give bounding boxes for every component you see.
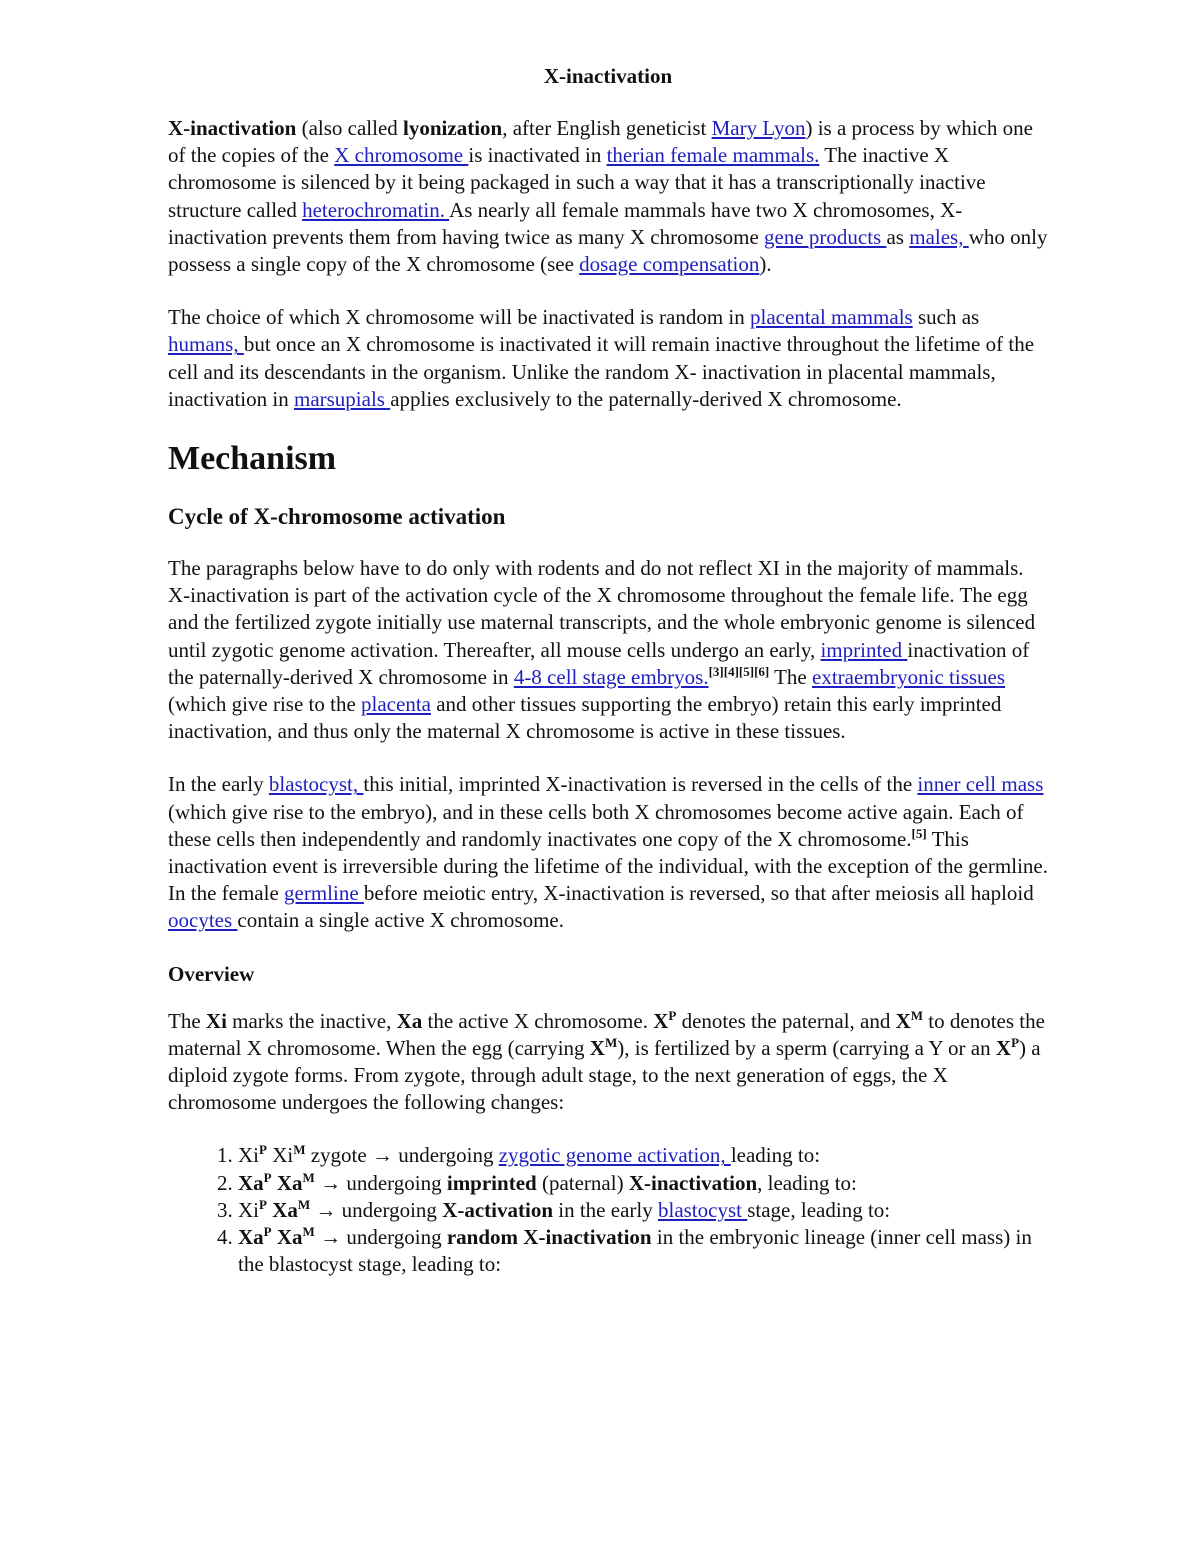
- superscript: P: [259, 1196, 267, 1212]
- link-zygotic-genome-activation[interactable]: zygotic genome activation,: [498, 1143, 731, 1168]
- mechanism-paragraph-1: [168, 555, 1048, 745]
- term-xa: Xa: [396, 1008, 423, 1033]
- page-title: X-inactivation: [543, 64, 673, 88]
- text: , after English geneticist: [502, 116, 712, 140]
- text: (also called: [296, 116, 404, 140]
- text: Xi: [238, 1197, 259, 1222]
- text: Xa: [266, 1197, 298, 1222]
- text: (which give rise to the: [168, 692, 362, 717]
- text: → undergoing: [310, 1197, 443, 1222]
- list-item: [238, 1224, 1048, 1278]
- list-item: [238, 1197, 1048, 1224]
- link-heterochromatin[interactable]: heterochromatin.: [302, 197, 450, 222]
- superscript: P: [668, 1007, 677, 1023]
- link-mary-lyon[interactable]: Mary Lyon: [711, 116, 806, 140]
- text: who only possess a single copy of the X chromosome (see: [168, 224, 1048, 277]
- term-lyonization: lyonization: [403, 116, 503, 140]
- link-x-chromosome[interactable]: X chromosome: [334, 143, 469, 168]
- text: ).: [759, 252, 772, 277]
- superscript: M: [910, 1007, 924, 1023]
- text: , leading to:: [757, 1170, 857, 1195]
- superscript: P: [259, 1142, 267, 1158]
- text: This inactivation event is irreversible during the lifetime of the individual, with the exception of the germline. In the female: [168, 826, 1048, 906]
- text: ), is fertilized by a sperm (carrying a Y or an: [617, 1035, 996, 1060]
- list-item: [238, 1142, 1048, 1169]
- link-inner-cell-mass[interactable]: inner cell mass: [917, 772, 1044, 797]
- superscript: M: [604, 1034, 618, 1050]
- link-blastocyst-stage[interactable]: blastocyst: [657, 1197, 748, 1222]
- text: Xa: [238, 1170, 264, 1195]
- text: The: [769, 664, 813, 689]
- term: imprinted: [446, 1170, 537, 1195]
- text: Xa: [271, 1225, 303, 1250]
- superscript: M: [297, 1196, 311, 1212]
- term: [238, 1225, 315, 1249]
- text: the active X chromosome.: [422, 1008, 654, 1033]
- text: zygote → undergoing: [305, 1143, 499, 1168]
- text: in the embryonic lineage (inner cell mass) in the blastocyst stage, leading to:: [238, 1225, 1032, 1277]
- heading-cycle-of-activation: Cycle of X-chromosome activation: [168, 504, 506, 530]
- citation-3-4-5-6[interactable]: [3][4][5][6]: [708, 663, 770, 679]
- link-oocytes[interactable]: oocytes: [168, 908, 238, 933]
- text: this initial, imprinted X-inactivation is reversed in the cells of the: [363, 772, 918, 797]
- link-therian-female-mammals[interactable]: therian female mammals.: [606, 143, 820, 168]
- link-dosage-compensation[interactable]: dosage compensation: [579, 252, 760, 277]
- link-gene-products[interactable]: gene products: [764, 224, 887, 249]
- text: as: [886, 224, 910, 249]
- text: In the early: [168, 772, 269, 797]
- term-xm: [896, 1009, 923, 1033]
- superscript: P: [263, 1224, 272, 1240]
- text: → undergoing: [314, 1225, 447, 1250]
- link-4-8-cell-stage-embryos[interactable]: 4-8 cell stage embryos.: [513, 664, 709, 689]
- text: Xa: [271, 1170, 303, 1195]
- citation-5[interactable]: [5]: [911, 825, 927, 841]
- document-page: [168, 62, 1048, 1279]
- link-placental-mammals[interactable]: placental mammals: [750, 305, 913, 330]
- heading-overview: Overview: [168, 961, 255, 986]
- text: (which give rise to the embryo), and in these cells both X chromosomes become active again. Each of these cells then independently and randomly inactivates one copy of the X chromosome.: [168, 799, 1024, 851]
- link-humans[interactable]: humans,: [168, 332, 244, 357]
- term-xp: [653, 1009, 676, 1033]
- text: The choice of which X chromosome will be inactivated is random in: [168, 305, 751, 330]
- text: is inactivated in: [468, 143, 607, 168]
- text: (paternal): [536, 1170, 629, 1195]
- text: denotes the paternal, and: [676, 1008, 896, 1033]
- link-imprinted[interactable]: imprinted: [820, 637, 908, 662]
- text: and other tissues supporting the embryo) retain this early imprinted inactivation, and thus only the maternal X chromosome is active in these tissues.: [168, 692, 1002, 744]
- link-marsupials[interactable]: marsupials: [293, 386, 391, 411]
- term: random X-inactivation: [446, 1225, 652, 1250]
- text: leading to:: [730, 1143, 821, 1168]
- text: inactivation of the paternally-derived X chromosome in: [168, 637, 1030, 689]
- text: Xa: [238, 1225, 264, 1250]
- text: in the early: [553, 1197, 658, 1222]
- text: such as: [912, 305, 980, 330]
- term: [267, 1198, 310, 1222]
- text: ) is a process by which one of the copies of the: [168, 116, 1033, 168]
- list-item: [238, 1170, 1048, 1197]
- term: [238, 1171, 315, 1195]
- term: X-activation: [442, 1197, 554, 1222]
- text: X: [589, 1035, 605, 1060]
- text: X: [653, 1008, 669, 1033]
- term-xp: [996, 1036, 1019, 1060]
- superscript: M: [293, 1142, 306, 1158]
- text: contain a single active X chromosome.: [237, 908, 564, 933]
- term-xm: [590, 1036, 617, 1060]
- activation-steps-list: [168, 1142, 1048, 1278]
- text: X: [995, 1035, 1012, 1060]
- intro-paragraph-2: [168, 304, 1048, 413]
- link-placenta[interactable]: placenta: [361, 692, 431, 717]
- term: X-inactivation: [628, 1170, 758, 1195]
- text: → undergoing: [314, 1170, 447, 1195]
- text: As nearly all female mammals have two X chromosomes, X-inactivation prevents them from having twice as many X chromosome: [168, 197, 963, 249]
- superscript: P: [1011, 1034, 1020, 1050]
- text: ) a diploid zygote forms. From zygote, through adult stage, to the next generation of eggs, the X chromosome undergoes the following changes:: [168, 1035, 1041, 1115]
- superscript: M: [302, 1224, 315, 1240]
- heading-mechanism: Mechanism: [168, 440, 337, 478]
- term-x-inactivation: X-inactivation: [168, 116, 297, 140]
- text: marks the inactive,: [226, 1008, 397, 1033]
- text: but once an X chromosome is inactivated it will remain inactive throughout the lifetime of the cell and its descendants in the organism. Unlike the random X- inactivation in placental mammals, inactivation in: [168, 332, 1035, 411]
- text: applies exclusively to the paternally-derived X chromosome.: [390, 386, 902, 411]
- link-blastocyst[interactable]: blastocyst,: [268, 772, 364, 797]
- overview-paragraph: [168, 1008, 1048, 1117]
- link-males[interactable]: males,: [909, 224, 969, 249]
- text: The paragraphs below have to do only with rodents and do not reflect XI in the majority of mammals. X-inactivation is part of the activation cycle of the X chromosome throughout the female life. The egg and the fertilized zygote initially use maternal transcripts, and the whole embryonic genome is silenced until zygotic genome activation. Thereafter, all mouse cells undergo an early,: [168, 556, 1036, 662]
- superscript: P: [263, 1169, 272, 1185]
- mechanism-paragraph-2: [168, 771, 1048, 934]
- link-extraembryonic-tissues[interactable]: extraembryonic tissues: [812, 664, 1006, 689]
- text: The inactive X chromosome is silenced by it being packaged in such a way that it has a transcriptionally inactive structure called: [168, 143, 986, 222]
- text: stage, leading to:: [747, 1197, 891, 1222]
- text: to denotes the maternal X chromosome. When the egg (carrying: [168, 1008, 1045, 1060]
- text: The: [168, 1008, 206, 1033]
- text: Xi: [238, 1143, 259, 1168]
- term-xi: Xi: [205, 1008, 227, 1033]
- link-germline[interactable]: germline: [284, 881, 364, 906]
- superscript: M: [302, 1169, 315, 1185]
- text: X: [895, 1008, 911, 1033]
- intro-paragraph-1: [168, 115, 1048, 278]
- text: before meiotic entry, X-inactivation is reversed, so that after meiosis all haploid: [363, 881, 1034, 906]
- text: Xi: [266, 1143, 294, 1168]
